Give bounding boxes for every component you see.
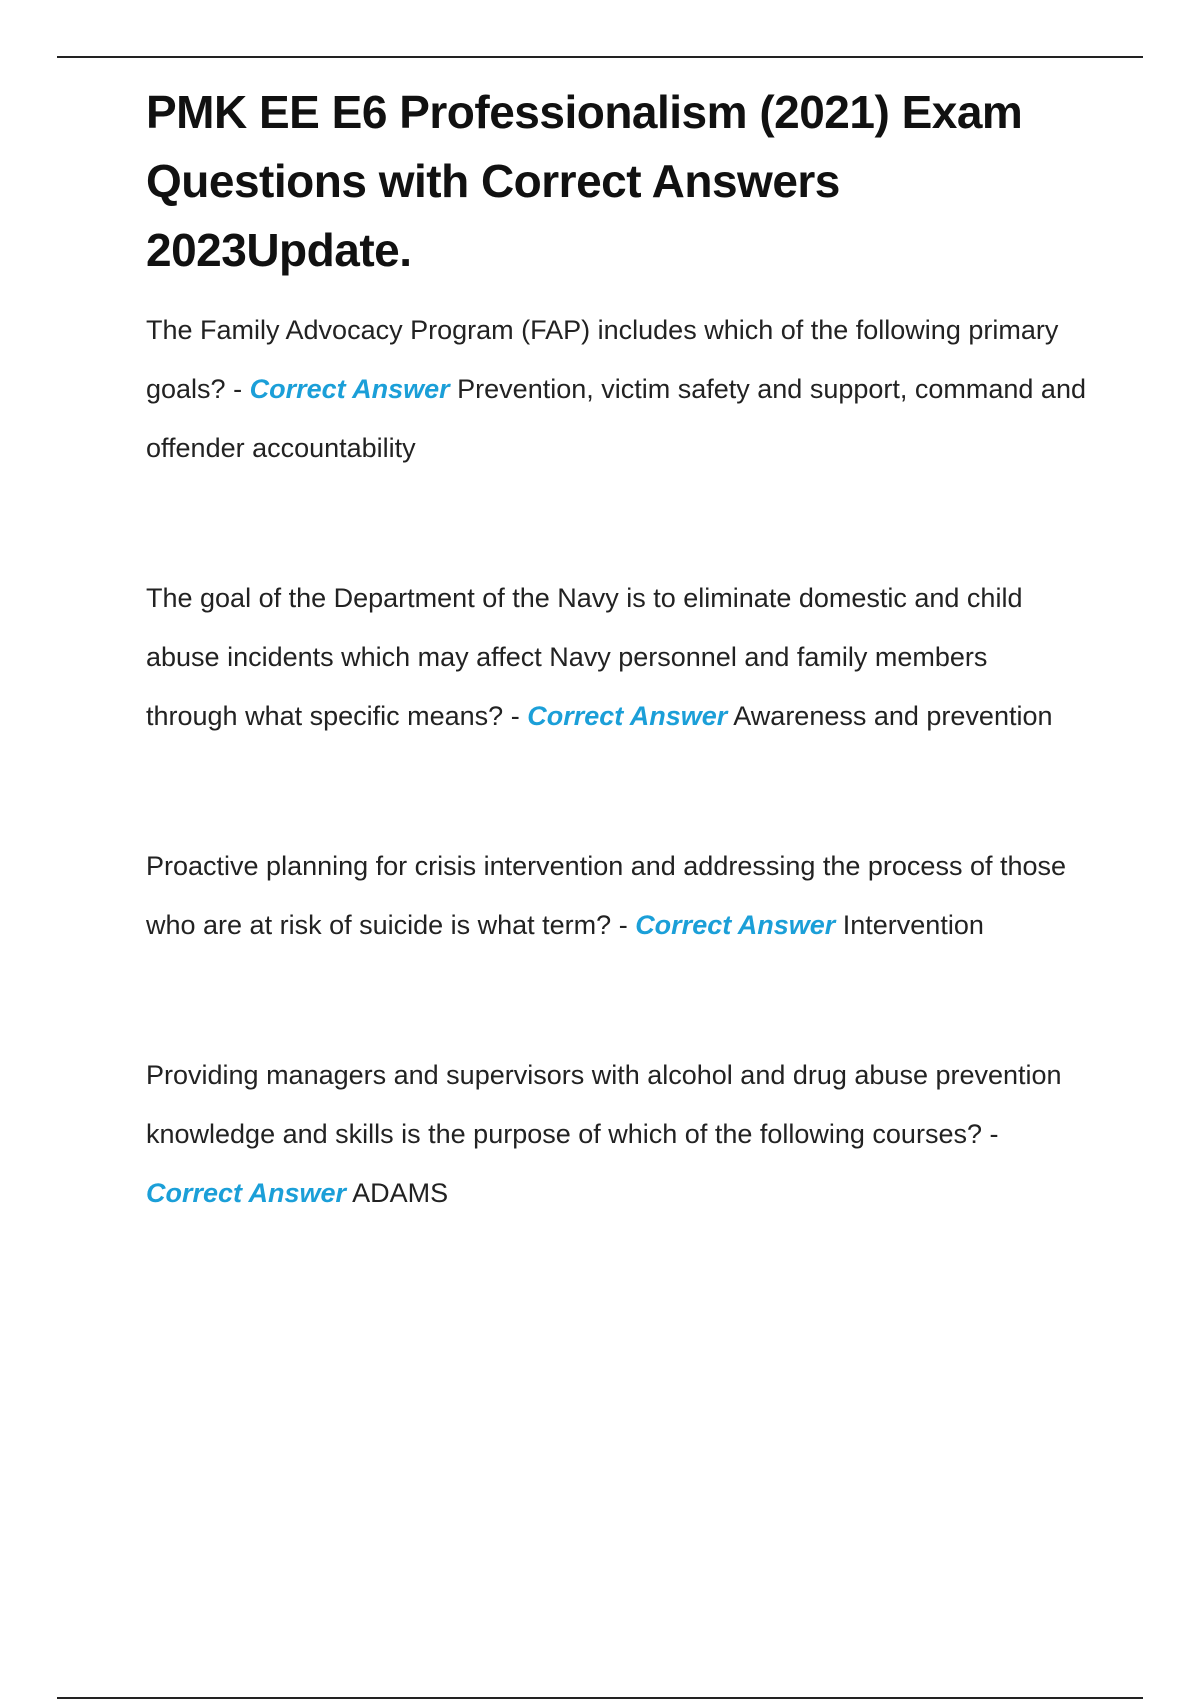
correct-answer-label: Correct Answer — [249, 374, 450, 404]
answer-text: Intervention — [842, 910, 984, 940]
answer-separator: - — [981, 1119, 999, 1149]
qa-item-4 — [146, 1046, 1086, 1223]
top-rule — [57, 56, 1143, 58]
correct-answer-label: Correct Answer — [146, 1178, 347, 1208]
correct-answer-label: Correct Answer — [635, 910, 836, 940]
document-title: PMK EE E6 Professionalism (2021) Exam Questions with Correct Answers 2023Update. — [146, 86, 1023, 276]
correct-answer-label: Correct Answer — [527, 701, 728, 731]
question-text: Providing managers and supervisors with alcohol and drug abuse prevention knowledge and skills is the purpose of which of the following courses? — [146, 1060, 1062, 1149]
qa-item-3 — [146, 837, 1086, 955]
document-body — [146, 78, 1086, 1223]
bottom-rule — [57, 1697, 1143, 1699]
question-text: The Family Advocacy Program (FAP) includes which of the following primary goals? — [146, 315, 1059, 404]
qa-item-1 — [146, 301, 1086, 478]
answer-text: Prevention, victim safety and support, command and offender accountability — [146, 374, 1086, 463]
answer-separator: - — [503, 701, 528, 731]
answer-text: ADAMS — [352, 1178, 449, 1208]
answer-separator: - — [225, 374, 250, 404]
question-text: Proactive planning for crisis intervention and addressing the process of those who are at risk of suicide is what term? — [146, 851, 1067, 940]
answer-text: Awareness and prevention — [733, 701, 1053, 731]
qa-item-2 — [146, 569, 1086, 746]
question-text: The goal of the Department of the Navy is to eliminate domestic and child abuse incidents which may affect Navy personnel and family members through what specific means? — [146, 583, 1023, 731]
answer-separator: - — [611, 910, 636, 940]
